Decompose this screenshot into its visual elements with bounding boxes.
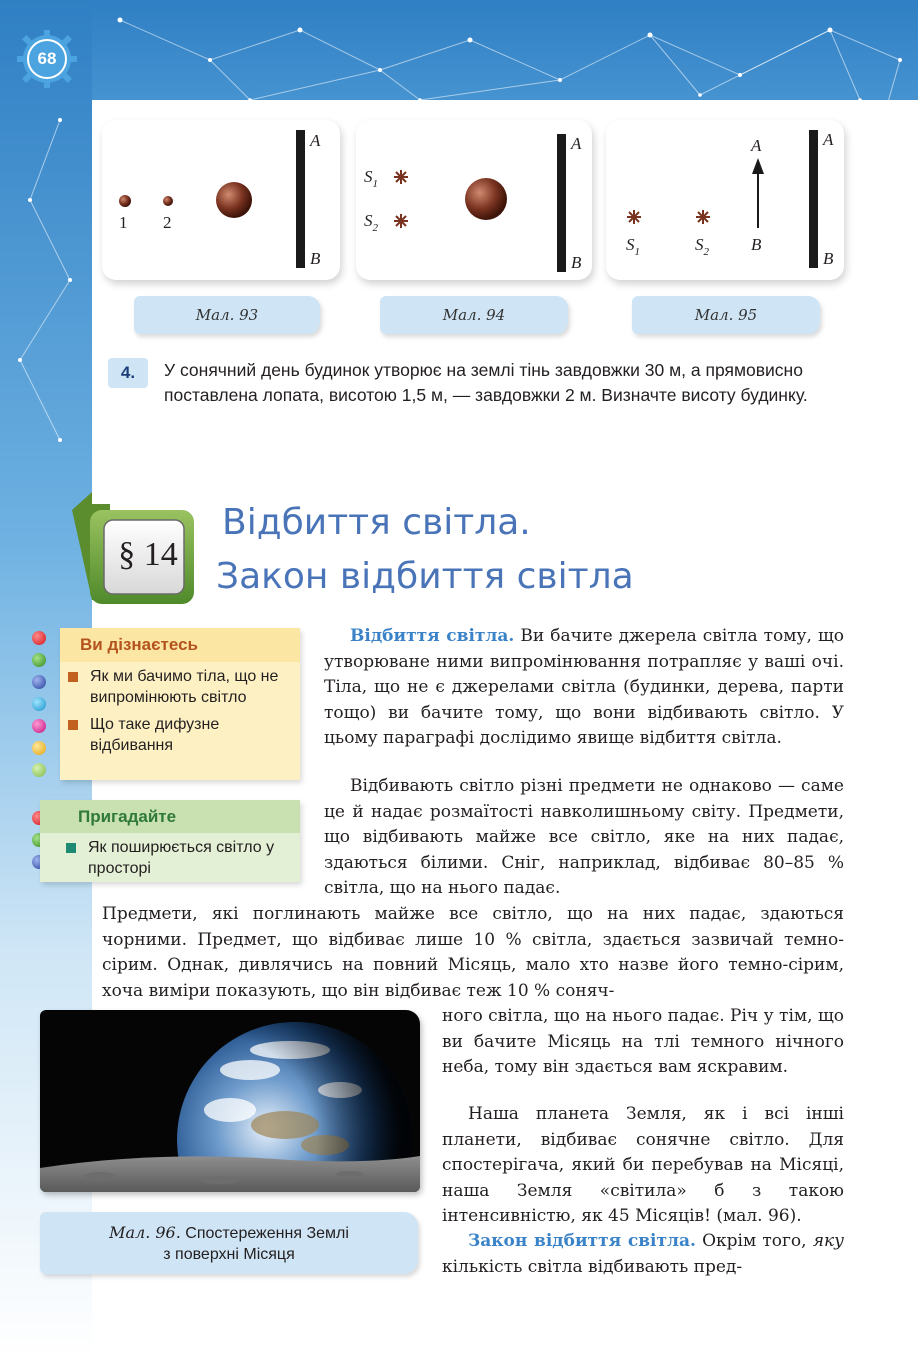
point-source-1 xyxy=(119,195,131,207)
label-s1: S xyxy=(626,235,635,254)
label-s2-sub: 2 xyxy=(703,246,709,258)
recall-box-title: Пригадайте xyxy=(40,800,300,833)
label-a: A xyxy=(310,131,321,150)
paragraph-6 xyxy=(442,1229,844,1280)
label-b: B xyxy=(823,249,834,268)
task-number: 4. xyxy=(108,358,148,388)
figure-95-caption: Мал. 95 xyxy=(632,296,820,334)
label-2: 2 xyxy=(163,213,172,232)
section-title-line2: Закон відбиття світла xyxy=(216,556,634,597)
figure-96-label: Мал. 96. xyxy=(109,1222,181,1242)
svg-text:S1 xyxy=(626,235,640,258)
recall-item: Як поширюється світло у просторі xyxy=(62,837,290,879)
screen-ab xyxy=(809,130,818,268)
learn-box xyxy=(60,628,300,780)
paragraph-5-text: Наша планета Земля, як і всі інші планети, відбиває сонячне світло. Для спостерігача, який би перебував на Місяці, наша Земля «світила» б з такою інтенсивністю, як 45 Місяців! (мал. 96). xyxy=(442,1104,844,1227)
earth-from-moon-photo xyxy=(40,1010,420,1192)
paragraph-5 xyxy=(442,1102,844,1230)
point-source-2 xyxy=(163,196,173,206)
section-title-line1: Відбиття світла. xyxy=(222,502,531,543)
figure-94 xyxy=(356,120,592,280)
learn-item: Як ми бачимо тіла, що не випромінюють світло xyxy=(64,666,290,708)
label-s2: S xyxy=(695,235,704,254)
paragraph-2 xyxy=(324,774,844,902)
page-number-badge xyxy=(14,30,80,88)
figure-94-caption: Мал. 94 xyxy=(380,296,568,334)
paragraph-6-text-a: Окрім того, xyxy=(695,1231,813,1251)
figure-93-caption: Мал. 93 xyxy=(134,296,320,334)
paragraph-6-text-b: кількість світла відбивають пред- xyxy=(442,1256,743,1277)
star-source-s1 xyxy=(394,170,408,184)
label-s1-sub: 1 xyxy=(634,246,640,258)
label-a: A xyxy=(823,130,834,149)
screen-ab xyxy=(557,134,566,272)
label-1: 1 xyxy=(119,213,128,232)
label-s1-sub: 1 xyxy=(372,178,378,190)
svg-text:S2 xyxy=(364,211,379,234)
label-s1: S xyxy=(364,167,373,186)
decor-dot-red xyxy=(32,631,46,645)
label-b: B xyxy=(571,253,582,272)
decor-dot-lightgreen xyxy=(32,763,46,777)
paragraph-4 xyxy=(442,1004,844,1081)
figure-96-caption-line2: з поверхні Місяця xyxy=(163,1245,295,1263)
page-number: 68 xyxy=(37,49,57,68)
label-arrow-b: B xyxy=(751,235,762,254)
decor-dot-magenta xyxy=(32,719,46,733)
label-arrow-a: A xyxy=(751,136,762,155)
label-s2-sub: 2 xyxy=(372,222,378,234)
label-s2: S xyxy=(364,211,373,230)
learn-box-title: Ви дізнаєтесь xyxy=(60,628,300,662)
task-text: У сонячний день будинок утворює на землі тінь завдовжки 30 м, а прямовисно поставлена лопата, висотою 1,5 м, — завдовжки 2 м. Визначте висоту будинку. xyxy=(164,360,808,405)
screen-ab xyxy=(296,130,305,268)
term-reflection: Відбиття світла. xyxy=(350,626,515,646)
decor-dot-blue xyxy=(32,675,46,689)
decor-dot-green xyxy=(32,653,46,667)
paragraph-1-text: Ви бачите джерела світла тому, що утворюване ними випромінювання потрапляє у ваші очі. Тіла, що не є джерелами світла (будинки, дерева, парти тощо) ви бачите тому, що вони відбивають світло. У цьому параграфі дослідимо явище відбиття світла. xyxy=(324,626,844,749)
paragraph-4-text: ного світла, що на нього падає. Річ у тім, що ви бачите Місяць на тлі темного нічного неба, тому він здається вам яскравим. xyxy=(442,1006,844,1078)
figure-96-caption-text: Спостереження Землі xyxy=(180,1224,349,1242)
decor-dot-cyan xyxy=(32,697,46,711)
svg-text:S1 xyxy=(364,167,378,190)
svg-text:S2 xyxy=(695,235,710,258)
star-source-s2 xyxy=(696,210,710,224)
recall-box xyxy=(40,800,300,882)
paragraph-2-text: Відбивають світло різні предмети не однаково — саме це й надає розмаїтості навколишньому світу. Предмети, що відбивають майже все світло, яке на них падає, здаються білими. Сніг, наприклад, відбиває 80–85 % світла, що на нього падає. xyxy=(324,776,844,899)
figure-93 xyxy=(102,120,340,280)
label-b: B xyxy=(310,249,321,268)
opaque-ball xyxy=(216,182,252,218)
star-source-s2 xyxy=(394,214,408,228)
paragraph-3-text: Предмети, які поглинають майже все світло, що на них падає, здаються чорними. Предмет, що відбиває лише 10 % світла, здається зазвичай темно-сірим. Однак, дивлячись на повний Місяць, мало хто назве його темно-сірим, хоча виміри показують, що він відбиває теж 10 % соняч- xyxy=(102,904,844,1001)
star-source-s1 xyxy=(627,210,641,224)
arrow-object-ab xyxy=(752,158,764,228)
label-a: A xyxy=(571,134,582,153)
section-number: § 14 xyxy=(118,536,178,573)
paragraph-6-italic: яку xyxy=(812,1231,844,1251)
learn-item: Що таке дифузне відбивання xyxy=(64,714,290,756)
opaque-ball xyxy=(465,178,507,220)
figure-96-caption xyxy=(40,1212,418,1274)
paragraph-3 xyxy=(102,902,844,1004)
figure-95 xyxy=(606,120,844,280)
term-law-of-reflection: Закон відбиття світла. xyxy=(468,1231,696,1251)
paragraph-1 xyxy=(324,624,844,752)
decor-dot-yellow xyxy=(32,741,46,755)
